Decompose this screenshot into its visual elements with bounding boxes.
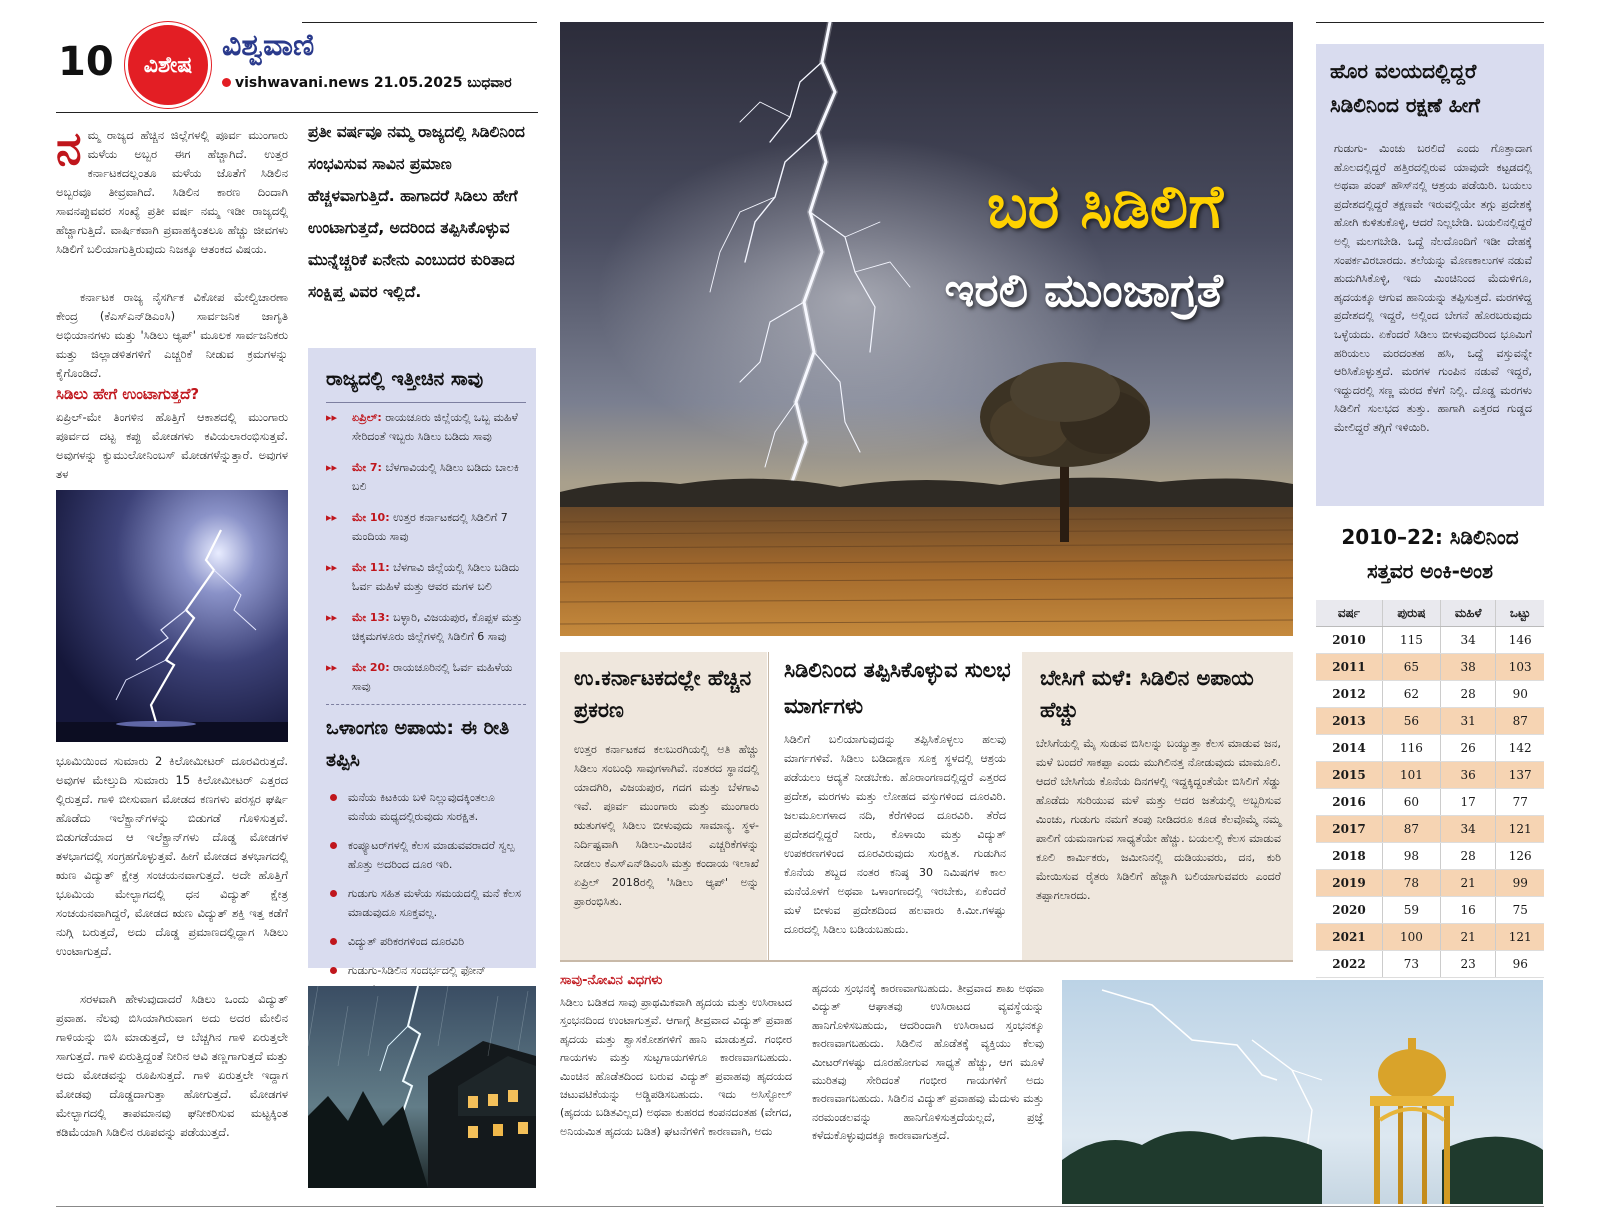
death-date: ಏಪ್ರಿಲ್: — [352, 411, 382, 424]
death-description: ಉತ್ತರ ಕರ್ನಾಟಕದಲ್ಲಿ ಸಿಡಿಲಿಗೆ 7 ಮಂದಿಯ ಸಾವು — [352, 511, 508, 543]
formation-paragraph: ಏಪ್ರಿಲ್-ಮೇ ತಿಂಗಳಿನ ಹೊತ್ತಿಗೆ ಆಕಾಶದಲ್ಲಿ ಮುಂಗಾರು ಪೂರ್ವದ ದಟ್ಟ ಕಪ್ಪು ಮೋಡಗಳು ಕವಿಯಲಾರಂಭಿಸುತ್ತವೆ. ಅವುಗಳನ್ನು ಕ್ಯುಮುಲೋನಿಂಬಸ್ ಮೋಡಗಳೆನ್ನುತ್ತಾರೆ. ಅವುಗಳ ತಳ — [56, 410, 288, 481]
panel-text: ಬೇಸಿಗೆಯಲ್ಲಿ ಮೈ ಸುಡುವ ಬಿಸಿಲನ್ನು ಬಯ್ಯುತ್ತಾ ಕೆಲಸ ಮಾಡುವ ಜನ, ಮಳೆ ಬಂದರೆ ಸಾಕಪ್ಪಾ ಎಂದು ಮುಗಿಲಿನತ್ತ ನೋಡುವುದು ಮಾಮೂಲಿ. ಆದರೆ ಬೇಸಿಗೆಯ ಕೊನೆಯ ದಿನಗಳಲ್ಲಿ ಇದ್ದಕ್ಕಿದ್ದಂತೆಯೇ ಬಿಸಿಲಿಗೆ ಸೆಡ್ಡು ಹೊಡೆದು ಸುರಿಯುವ ಮಳೆ ಮತ್ತು ಅದರ ಜತೆಯಲ್ಲಿ ಅಬ್ಬರಿಸುವ ಮಿಂಚು, ಗುಡುಗು ನಮಗೆ ತಂಪು ನೀಡಿದರೂ ಕೂಡ ಕೆಲವೊಮ್ಮೆ ನಮ್ಮ ಪಾಲಿಗೆ ಯಮನಾಗುವ ಸಾಧ್ಯತೆಯೇ ಹೆಚ್ಚು. ಬಯಲಲ್ಲಿ ಕೆಲಸ ಮಾಡುವ ಕೂಲಿ ಕಾರ್ಮಿಕರು, ಜಮೀನಿನಲ್ಲಿ ದುಡಿಯುವರು, ದನ, ಕುರಿ ಮೇಯಿಸುವ ರೈತರು ಸಿಡಿಲಿಗೆ ಹೆಚ್ಚಾಗಿ ಬಲಿಯಾಗುವವರು ಎಂದರೆ ತಪ್ಪಾಗಲಾರದು. — [1036, 737, 1281, 902]
value-cell: 31 — [1440, 708, 1495, 735]
value-cell: 98 — [1382, 843, 1440, 870]
value-cell: 59 — [1382, 897, 1440, 924]
headline-line1: ಬರ ಸಿಡಿಲಿಗೆ — [987, 172, 1223, 242]
double-arrow-icon: ▸▸ — [326, 561, 338, 574]
indoor-tip-item — [326, 788, 526, 826]
how-lightning-subhead: ಸಿಡಿಲು ಹೇಗೆ ಉಂಟಾಗುತ್ತದೆ? — [56, 385, 200, 403]
value-cell: 17 — [1440, 789, 1495, 816]
double-arrow-icon: ▸▸ — [326, 511, 338, 524]
value-cell: 65 — [1382, 654, 1440, 681]
recent-death-item — [326, 408, 526, 446]
outdoor-safety-box — [1316, 44, 1544, 506]
year-cell: 2021 — [1316, 924, 1382, 951]
death-description: ಬೆಳಗಾವಿ ಜಿಲ್ಲೆಯಲ್ಲಿ ಸಿಡಿಲು ಬಡಿದು ಓರ್ವ ಮಹಿಳೆ ಮತ್ತು ಆವರ ಮಗಳ ಬಲಿ — [352, 561, 520, 593]
indoor-tips-list — [326, 788, 526, 1009]
hero-image — [560, 22, 1293, 636]
double-arrow-icon: ▸▸ — [326, 411, 338, 424]
palace-lightning-photo — [1062, 980, 1543, 1204]
value-cell: 26 — [1440, 735, 1495, 762]
indoor-tip-text: ವಿದ್ಯುತ್ ಪರಿಕರಗಳಿಂದ ದೂರವಿರಿ — [348, 935, 465, 948]
stats-table-wrap — [1316, 600, 1544, 978]
recent-death-item — [326, 458, 526, 496]
bullet-icon — [330, 842, 337, 849]
house-storm-photo — [308, 986, 536, 1188]
year-cell: 2019 — [1316, 870, 1382, 897]
value-cell: 100 — [1382, 924, 1440, 951]
recent-death-item — [326, 658, 526, 696]
value-cell: 137 — [1496, 762, 1544, 789]
double-arrow-icon: ▸▸ — [326, 461, 338, 474]
north-karnataka-panel — [560, 652, 767, 960]
value-cell: 90 — [1496, 681, 1544, 708]
brand-logo: ವಿಶ್ವವಾಣಿ — [222, 28, 315, 63]
death-description: ರಾಯಚೂರು ಜಿಲ್ಲೆಯಲ್ಲಿ ಒಬ್ಬ ಮಹಿಳೆ ಸೇರಿದಂತೆ ಇಬ್ಬರು ಸಿಡಿಲು ಬಡಿದು ಸಾವು — [352, 411, 518, 443]
value-cell: 146 — [1496, 627, 1544, 654]
death-description: ರಾಯಚೂರಿನಲ್ಲಿ ಓರ್ವ ಮಹಿಳೆಯ ಸಾವು — [352, 661, 513, 693]
recent-death-item — [326, 558, 526, 596]
panel-text: ಉತ್ತರ ಕರ್ನಾಟಕದ ಕಲಬುರಗಿಯಲ್ಲಿ ಅತಿ ಹೆಚ್ಚು ಸಿಡಿಲು ಸಂಬಂಧಿ ಸಾವುಗಳಾಗಿವೆ. ನಂತರದ ಸ್ಥಾನದಲ್ಲಿ ಯಾದಗಿರಿ, ವಿಜಯಪುರ, ಗದಗ ಮತ್ತು ಬೆಳಗಾವಿ ಇವೆ. ಪೂರ್ವ ಮುಂಗಾರು ಮತ್ತು ಮುಂಗಾರು ಋತುಗಳಲ್ಲಿ ಸಿಡಿಲು ಬೀಳುವುದು ಸಾಮಾನ್ಯ. ಸ್ಥಳ-ನಿರ್ದಿಷ್ಟವಾಗಿ ಸಿಡಿಲು-ಮಿಂಚಿನ ಎಚ್ಚರಿಕೆಗಳನ್ನು ನೀಡಲು ಕೆಎಸ್‌ಎನ್‌ಡಿಎಂಸಿ ಮತ್ತು ಕಂದಾಯ ಇಲಾಖೆ ಏಪ್ರಿಲ್ 2018ರಲ್ಲಿ 'ಸಿಡಿಲು ಆ್ಯಪ್' ಅನ್ನು ಪ್ರಾರಂಭಿಸಿತು. — [574, 743, 759, 908]
indoor-tip-item — [326, 836, 526, 874]
year-cell: 2015 — [1316, 762, 1382, 789]
indoor-tip-item — [326, 884, 526, 922]
dateline-text: vishwavani.news 21.05.2025 ಬುಧವಾರ — [235, 75, 512, 91]
death-date: ಮೇ 13: — [352, 611, 390, 624]
headline-line2: ಇರಲಿ ಮುಂಜಾಗ್ರತೆ — [944, 263, 1223, 317]
panel-divider — [768, 652, 769, 960]
value-cell: 116 — [1382, 735, 1440, 762]
column-header: ಪುರುಷ — [1382, 600, 1440, 627]
table-row — [1316, 681, 1544, 708]
current-paragraph: ಸರಳವಾಗಿ ಹೇಳುವುದಾದರೆ ಸಿಡಿಲು ಒಂದು ವಿದ್ಯುತ್ ಪ್ರವಾಹ. ನೆಲವು ಬಿಸಿಯಾಗಿರುವಾಗ ಅದು ಅದರ ಮೇಲಿನ ಗಾಳಿಯನ್ನು ಬಿಸಿ ಮಾಡುತ್ತದೆ, ಆ ಬೆಚ್ಚಗಿನ ಗಾಳಿ ಏರುತ್ತಲೇ ಸಾಗುತ್ತದೆ. ಗಾಳಿ ಏರುತ್ತಿದ್ದಂತೆ ನೀರಿನ ಆವಿ ತಣ್ಣಗಾಗುತ್ತದೆ ಮತ್ತು ಅದು ಮೋಡವನ್ನು ರೂಪಿಸುತ್ತದೆ. ಗಾಳಿ ಏರುತ್ತಲೇ ಇದ್ದಾಗ ಮೋಡವು ದೊಡ್ಡದಾಗುತ್ತಾ ಹೋಗುತ್ತದೆ. ಮೋಡಗಳ ಮೇಲ್ಭಾಗದಲ್ಲಿ ತಾಪಮಾನವು ಘನೀಕರಿಸುವ ಮಟ್ಟಕ್ಕಿಂತ ಕಡಿಮೆಯಾಗಿ ಸಿಡಿಲಿನ ರೂಪವನ್ನು ಪಡೆಯುತ್ತದೆ. — [56, 992, 288, 1139]
page-number: 10 — [58, 39, 114, 85]
column-header: ಮಹಿಳೆ — [1440, 600, 1495, 627]
value-cell: 121 — [1496, 816, 1544, 843]
table-row — [1316, 843, 1544, 870]
year-cell: 2016 — [1316, 789, 1382, 816]
escape-ways-panel — [770, 652, 1020, 960]
table-row — [1316, 897, 1544, 924]
value-cell: 75 — [1496, 897, 1544, 924]
column-header: ಒಟ್ಟು — [1496, 600, 1544, 627]
value-cell: 78 — [1382, 870, 1440, 897]
value-cell: 23 — [1440, 951, 1495, 978]
year-cell: 2014 — [1316, 735, 1382, 762]
bullet-icon — [330, 938, 337, 945]
indoor-tip-text: ಮನೆಯ ಕಿಟಕಿಯ ಬಳಿ ನಿಲ್ಲುವುದಕ್ಕಿಂತಲೂ ಮನೆಯ ಮಧ್ಯದಲ್ಲಿರುವುದು ಸುರಕ್ಷಿತ. — [348, 791, 495, 823]
indoor-tip-text: ಕಂಪ್ಯೂಟರ್‌ಗಳಲ್ಲಿ ಕೆಲಸ ಮಾಡುವವರಾದರೆ ಸ್ವಲ್ಪ ಹೊತ್ತು ಅದರಿಂದ ದೂರ ಇರಿ. — [348, 839, 515, 871]
recent-deaths-box — [308, 348, 536, 977]
recent-death-item — [326, 508, 526, 546]
year-cell: 2010 — [1316, 627, 1382, 654]
table-row — [1316, 951, 1544, 978]
section-badge: ವಿಶೇಷ — [125, 22, 211, 108]
panels-bottom-rule — [560, 960, 1293, 962]
outdoor-safety-heading: ಹೊರ ವಲಯದಲ್ಲಿದ್ದರೆ ಸಿಡಿಲಿನಿಂದ ರಕ್ಷಣೆ ಹೀಗೆ — [1330, 59, 1480, 117]
recent-death-item — [326, 608, 526, 646]
death-date: ಮೇ 11: — [352, 561, 390, 574]
value-cell: 87 — [1496, 708, 1544, 735]
value-cell: 126 — [1496, 843, 1544, 870]
table-row — [1316, 870, 1544, 897]
table-body — [1316, 627, 1544, 978]
top-rule-right — [1316, 22, 1544, 23]
death-date: ಮೇ 10: — [352, 511, 390, 524]
double-arrow-icon: ▸▸ — [326, 661, 338, 674]
page-bottom-rule — [56, 1206, 1544, 1207]
value-cell: 62 — [1382, 681, 1440, 708]
panel-heading: ಬೇಸಿಗೆ ಮಳೆ: ಸಿಡಿಲಿನ ಅಪಾಯ ಹೆಚ್ಚು — [1040, 666, 1254, 722]
table-row — [1316, 816, 1544, 843]
dropcap: ನ — [56, 121, 82, 175]
value-cell: 73 — [1382, 951, 1440, 978]
year-cell: 2018 — [1316, 843, 1382, 870]
table-row — [1316, 708, 1544, 735]
standfirst: ಪ್ರತೀ ವರ್ಷವೂ ನಮ್ಮ ರಾಜ್ಯದಲ್ಲಿ ಸಿಡಿಲಿನಿಂದ ಸಂಭವಿಸುವ ಸಾವಿನ ಪ್ರಮಾಣ ಹೆಚ್ಚಳವಾಗುತ್ತಿದೆ. ಹಾಗಾದರೆ ಸಿಡಿಲು ಹೇಗೆ ಉಂಟಾಗುತ್ತದೆ, ಅದರಿಂದ ತಪ್ಪಿಸಿಕೊಳ್ಳುವ ಮುನ್ನೆಚ್ಚರಿಕೆ ಏನೇನು ಎಂಬುದರ ಕುರಿತಾದ ಸಂಕ್ಷಿಪ್ತ ವಿವರ ಇಲ್ಲಿದೆ. — [308, 123, 525, 301]
bullet-icon — [222, 78, 231, 87]
panel-text: ಸಿಡಿಲಿಗೆ ಬಲಿಯಾಗುವುದನ್ನು ತಪ್ಪಿಸಿಕೊಳ್ಳಲು ಹಲವು ಮಾರ್ಗಗಳಿವೆ. ಸಿಡಿಲು ಬಡಿದಾಕ್ಷಣ ಸೂಕ್ತ ಸ್ಥಳದಲ್ಲಿ ಆಶ್ರಯ ಪಡೆಯಲು ಆದ್ಯತೆ ನೀಡಬೇಕು. ಹೊರಾಂಗಣದಲ್ಲಿದ್ದರೆ ಎತ್ತರದ ಪ್ರದೇಶ, ಮರಗಳು ಮತ್ತು ಲೋಹದ ವಸ್ತುಗಳಿಂದ ದೂರವಿರಿ. ಜಲಮೂಲಗಳಾದ ನದಿ, ಕೆರೆಗಳಿಂದ ದೂರವಿರಿ. ತೆರೆದ ಪ್ರದೇಶದಲ್ಲಿದ್ದರೆ ನೀರು, ಕೊಳಾಯಿ ಮತ್ತು ವಿದ್ಯುತ್ ಉಪಕರಣಗಳಿಂದ ದೂರವಿರುವುದು ಸುರಕ್ಷಿತ. ಗುಡುಗಿನ ಕೊನೆಯ ಶಬ್ದದ ನಂತರ ಕನಿಷ್ಠ 30 ನಿಮಿಷಗಳ ಕಾಲ ಮನೆಯೊಳಗೆ ಅಥವಾ ಒಳಾಂಗಣದಲ್ಲಿ ಇರಬೇಕು, ಏಕೆಂದರೆ ಮಳೆ ಬೀಳುವ ಪ್ರದೇಶದಿಂದ ಹಲವಾರು ಕಿ.ಮೀ.ಗಳಷ್ಟು ದೂರದಲ್ಲಿ ಸಿಡಿಲು ಬಡಿಯಬಹುದು. — [784, 733, 1006, 936]
recent-deaths-heading: ರಾಜ್ಯದಲ್ಲಿ ಇತ್ತೀಚಿನ ಸಾವು — [326, 368, 484, 390]
value-cell: 96 — [1496, 951, 1544, 978]
panel-heading: ಸಿಡಿಲಿನಿಂದ ತಪ್ಪಿಸಿಕೊಳ್ಳುವ ಸುಲಭ ಮಾರ್ಗಗಳು — [784, 658, 1011, 718]
year-cell: 2017 — [1316, 816, 1382, 843]
value-cell: 87 — [1382, 816, 1440, 843]
bullet-icon — [330, 967, 337, 974]
box-divider — [326, 704, 526, 705]
recent-deaths-list — [326, 408, 526, 708]
injuries-col-a: ಸಿಡಿಲು ಬಡಿತದ ಸಾವು ಪ್ರಾಥಮಿಕವಾಗಿ ಹೃದಯ ಮತ್ತು ಉಸಿರಾಟದ ಸ್ತಂಭನದಿಂದ ಉಂಟಾಗುತ್ತವೆ. ಆಗಾಗ್ಗೆ ತೀವ್ರವಾದ ವಿದ್ಯುತ್ ಪ್ರವಾಹ ಹೃದಯ ಮತ್ತು ಶ್ವಾಸಕೋಶಗಳಿಗೆ ಹಾನಿ ಮಾಡುತ್ತದೆ. ಗಂಭೀರ ಗಾಯಗಳು ಮತ್ತು ಸುಟ್ಟಗಾಯಗಳಿಗೂ ಕಾರಣವಾಗಬಹುದು. ಮಿಂಚಿನ ಹೊಡೆತದಿಂದ ಬರುವ ವಿದ್ಯುತ್ ಪ್ರವಾಹವು ಹೃದಯದ ಚಟುವಟಿಕೆಯನ್ನು ಅಡ್ಡಿಪಡಿಸಬಹುದು. ಇದು ಅಸಿಸ್ಟೋಲ್ (ಹೃದಯ ಬಡಿತವಿಲ್ಲದ) ಅಥವಾ ಕುಹರದ ಕಂಪನದಂತಹ (ವೇಗದ, ಅನಿಯಮಿತ ಹೃದಯ ಬಡಿತ) ಘಟನೆಗಳಿಗೆ ಕಾರಣವಾಗಿ, ಅದು — [560, 996, 792, 1138]
table-row — [1316, 789, 1544, 816]
value-cell: 38 — [1440, 654, 1495, 681]
value-cell: 21 — [1440, 924, 1495, 951]
value-cell: 28 — [1440, 681, 1495, 708]
table-row — [1316, 924, 1544, 951]
ksndmc-paragraph: ಕರ್ನಾಟಕ ರಾಜ್ಯ ನೈಸರ್ಗಿಕ ವಿಕೋಪ ಮೇಲ್ವಿಚಾರಣಾ ಕೇಂದ್ರ (ಕೆಎಸ್‌ಎನ್‌ಡಿಎಂಸಿ) ಸಾರ್ವಜನಿಕ ಜಾಗೃತಿ ಅಭಿಯಾನಗಳು ಮತ್ತು 'ಸಿಡಿಲು ಆ್ಯಪ್' ಮೂಲಕ ಸಾರ್ವಜನಿಕರು ಮತ್ತು ಜಿಲ್ಲಾಡಳಿತಗಳಿಗೆ ಎಚ್ಚರಿಕೆ ನೀಡುವ ಕ್ರಮಗಳನ್ನು ಕೈಗೊಂಡಿದೆ. — [56, 290, 288, 380]
value-cell: 103 — [1496, 654, 1544, 681]
column-header: ವರ್ಷ — [1316, 600, 1382, 627]
indoor-tip-text: ಗುಡುಗು-ಸಿಡಿಲಿನ ಸಂದರ್ಭದಲ್ಲಿ ಫೋನ್ — [348, 964, 486, 977]
year-cell: 2020 — [1316, 897, 1382, 924]
value-cell: 101 — [1382, 762, 1440, 789]
death-date: ಮೇ 20: — [352, 661, 390, 674]
bullet-icon — [330, 794, 337, 801]
death-description: ಬೆಳಗಾವಿಯಲ್ಲಿ ಸಿಡಿಲು ಬಡಿದು ಬಾಲಕಿ ಬಲಿ — [352, 461, 519, 493]
value-cell: 115 — [1382, 627, 1440, 654]
stats-heading: 2010–22: ಸಿಡಿಲಿನಿಂದ ಸತ್ತವರ ಅಂಕಿ-ಅಂಶ — [1341, 525, 1519, 583]
table-header-row — [1316, 600, 1544, 627]
dateline — [222, 74, 512, 92]
value-cell: 36 — [1440, 762, 1495, 789]
value-cell: 34 — [1440, 816, 1495, 843]
year-cell: 2012 — [1316, 681, 1382, 708]
summer-rain-panel — [1022, 652, 1293, 960]
year-cell: 2022 — [1316, 951, 1382, 978]
death-description: ಬಳ್ಳಾರಿ, ವಿಜಯಪುರ, ಕೊಪ್ಪಳ ಮತ್ತು ಚಿಕ್ಕಮಗಳೂರು ಜಿಲ್ಲೆಗಳಲ್ಲಿ ಸಿಡಿಲಿಗೆ 6 ಸಾವು — [352, 611, 523, 643]
indoor-tip-item — [326, 932, 526, 951]
charge-paragraph: ಭೂಮಿಯಿಂದ ಸುಮಾರು 2 ಕಿಲೋಮೀಟರ್ ದೂರವಿರುತ್ತದೆ. ಅವುಗಳ ಮೇಲ್ತುದಿ ಸುಮಾರು 15 ಕಿಲೋಮೀಟರ್ ಎತ್ತರದ ಲ್ಲಿರುತ್ತದೆ. ಗಾಳಿ ಬೀಸುವಾಗ ಮೋಡದ ಕಣಗಳು ಪರಸ್ಪರ ಘರ್ಷಿ ಹೊಡೆದು ಇಲೆಕ್ಟ್ರಾನ್‌ಗಳನ್ನು ಬಿಡುಗಡೆ ಗೊಳಿಸುತ್ತವೆ. ಬಿಡುಗಡೆಯಾದ ಆ ಇಲೆಕ್ಟ್ರಾನ್‌ಗಳು ದೊಡ್ಡ ಮೋಡಗಳ ತಳಭಾಗದಲ್ಲಿ ಸಂಗ್ರಹಗೊಳ್ಳುತ್ತವೆ. ಹೀಗೆ ಮೋಡದ ತಳಭಾಗದಲ್ಲಿ ಋಣ ವಿದ್ಯುತ್ ಕ್ಷೇತ್ರ ಸಂಚಯನವಾಗುತ್ತದೆ. ಅದೇ ಹೊತ್ತಿಗೆ ಭೂಮಿಯ ಮೇಲ್ಭಾಗದಲ್ಲಿ ಧನ ವಿದ್ಯುತ್ ಕ್ಷೇತ್ರ ಸಂಚಯನವಾಗಿದ್ದರೆ, ಮೋಡದ ಋಣ ವಿದ್ಯುತ್ ಶಕ್ತಿ ಇತ್ತ ಕಡೆಗೆ ನುಗ್ಗಿ ಬರುತ್ತದೆ, ಅದು ದೊಡ್ಡ ಪ್ರಮಾಣದಲ್ಲಿದ್ದಾಗ ಸಿಡಿಲು ಉಂಟಾಗುತ್ತದೆ. — [56, 754, 288, 958]
indoor-tip-text: ಗುಡುಗು ಸಹಿತ ಮಳೆಯ ಸಮಯದಲ್ಲಿ ಮನೆ ಕೆಲಸ ಮಾಡುವುದೂ ಸೂಕ್ತವಲ್ಲ. — [348, 887, 521, 919]
value-cell: 142 — [1496, 735, 1544, 762]
table-row — [1316, 762, 1544, 789]
value-cell: 121 — [1496, 924, 1544, 951]
indoor-danger-heading: ಒಳಾಂಗಣ ಅಪಾಯ: ಈ ರೀತಿ ತಪ್ಪಿಸಿ — [326, 717, 510, 771]
intro-paragraph: ನಮ್ಮ ರಾಜ್ಯದ ಹೆಚ್ಚಿನ ಜಿಲ್ಲೆಗಳಲ್ಲಿ ಪೂರ್ವ ಮುಂಗಾರು ಮಳೆಯ ಅಬ್ಬರ ಈಗ ಹೆಚ್ಚಾಗಿದೆ. ಉತ್ತರ ಕರ್ನಾಟಕದಲ್ಲಂತೂ ಮಳೆಯ ಜೊತೆಗೆ ಸಿಡಿಲಿನ ಅಬ್ಬರವೂ ತೀವ್ರವಾಗಿದೆ. ಸಿಡಿಲಿನ ಕಾರಣ ದಿಂದಾಗಿ ಸಾವನಪ್ಪುವವರ ಸಂಖ್ಯೆ ಪ್ರತೀ ವರ್ಷ ನಮ್ಮ ಇಡೀ ರಾಜ್ಯದಲ್ಲಿ ಹೆಚ್ಚಾಗುತ್ತಿದೆ. ವಾರ್ಷಿಕವಾಗಿ ಪ್ರವಾಹಕ್ಕಿಂತಲೂ ಹೆಚ್ಚು ಜೀವಗಳು ಸಿಡಿಲಿಗೆ ಬಲಿಯಾಗುತ್ತಿರುವುದು ನಿಜಕ್ಕೂ ಆತಂಕದ ವಿಷಯ. — [56, 121, 288, 256]
top-rule — [302, 22, 537, 23]
value-cell: 77 — [1496, 789, 1544, 816]
value-cell: 21 — [1440, 870, 1495, 897]
value-cell: 28 — [1440, 843, 1495, 870]
table-row — [1316, 654, 1544, 681]
value-cell: 34 — [1440, 627, 1495, 654]
outdoor-safety-text: ಗುಡುಗು- ಮಿಂಚು ಬರಲಿದೆ ಎಂದು ಗೊತ್ತಾದಾಗ ಹೊಲದಲ್ಲಿದ್ದರೆ ಹತ್ತಿರದಲ್ಲಿರುವ ಯಾವುದೇ ಕಟ್ಟಡದಲ್ಲಿ ಅಥವಾ ಪಂಪ್ ಹೌಸ್‌ನಲ್ಲಿ ಆಶ್ರಯ ಪಡೆಯಿರಿ. ಬಯಲು ಪ್ರದೇಶದಲ್ಲಿದ್ದರೆ ತಕ್ಷಣವೇ ಇರುವಲ್ಲಿಯೇ ತಗ್ಗು ಪ್ರದೇಶಕ್ಕೆ ಹೋಗಿ ಕುಳಿತುಕೊಳ್ಳಿ, ಆದರೆ ನಿಲ್ಲಬೇಡಿ. ಬಯಲಿನಲ್ಲಿದ್ದರೆ ಅಲ್ಲಿ ಮಲಗಬೇಡಿ. ಒದ್ದೆ ನೆಲದೊಂದಿಗೆ ಇಡೀ ದೇಹಕ್ಕೆ ಸಂಪರ್ಕವಿರಬಾರದು. ತಲೆಯನ್ನು ಮೊಣಕಾಲುಗಳ ನಡುವೆ ಹುದುಗಿಸಿಕೊಳ್ಳಿ, ಇದು ಮಿಂಚಿನಿಂದ ಮೆದುಳಿಗೂ, ಹೃದಯಕ್ಕೂ ಆಗುವ ಹಾನಿಯನ್ನು ತಪ್ಪಿಸುತ್ತದೆ. ಮರಗಳಿದ್ದ ಪ್ರದೇಶದಲ್ಲಿ ಇದ್ದರೆ, ಅಲ್ಲಿಂದ ಬೇಗನೆ ಹೊರಬರುವುದು ಒಳ್ಳೆಯದು. ಏಕೆಂದರೆ ಸಿಡಿಲು ಬೀಳುವುದರಿಂದ ಭೂಮಿಗೆ ಹರಿಯಲು ಮರದಂತಹ ಹಸಿ, ಒದ್ದೆ ವಸ್ತುವನ್ನೇ ಆರಿಸಿಕೊಳ್ಳುತ್ತದೆ. ಮರಗಳ ಗುಂಪಿನ ನಡುವೆ ಇದ್ದರೆ, ಇದ್ದುದರಲ್ಲಿ ಸಣ್ಣ ಮರದ ಕೆಳಗೆ ನಿಲ್ಲಿ. ದೊಡ್ಡ ಮರಗಳು ಸಿಡಿಲಿಗೆ ಸುಲಭದ ತುತ್ತು. ಹಾಗಾಗಿ ಎತ್ತರದ ಗುಡ್ಡದ ಮೇಲಿದ್ದರೆ ತಗ್ಗಿಗೆ ಇಳಿಯಿರಿ. — [1334, 142, 1532, 434]
panel-heading: ಉ.ಕರ್ನಾಟಕದಲ್ಲೇ ಹೆಚ್ಚಿನ ಪ್ರಕರಣ — [574, 666, 752, 722]
bullet-icon — [330, 890, 337, 897]
value-cell: 60 — [1382, 789, 1440, 816]
value-cell: 99 — [1496, 870, 1544, 897]
value-cell: 16 — [1440, 897, 1495, 924]
double-arrow-icon: ▸▸ — [326, 611, 338, 624]
lightning-photo-small — [56, 490, 288, 742]
year-cell: 2013 — [1316, 708, 1382, 735]
table-row — [1316, 627, 1544, 654]
table-row — [1316, 735, 1544, 762]
masthead-rule — [56, 112, 538, 113]
year-cell: 2011 — [1316, 654, 1382, 681]
box-rule — [326, 402, 526, 403]
injuries-heading: ಸಾವು-ನೋವಿನ ವಿಧಗಳು — [560, 973, 663, 988]
value-cell: 56 — [1382, 708, 1440, 735]
deaths-statistics-table — [1316, 600, 1544, 978]
injuries-col-b: ಹೃದಯ ಸ್ತಂಭನಕ್ಕೆ ಕಾರಣವಾಗಬಹುದು. ತೀವ್ರವಾದ ಶಾಖ ಅಥವಾ ವಿದ್ಯುತ್ ಆಘಾತವು ಉಸಿರಾಟದ ವ್ಯವಸ್ಥೆಯನ್ನು ಹಾನಿಗೊಳಿಸಬಹುದು, ಆದರಿಂದಾಗಿ ಉಸಿರಾಟದ ಸ್ತಂಭನಕ್ಕೂ ಕಾರಣವಾಗಬಹುದು. ಸಿಡಿಲಿನ ಹೊಡೆತಕ್ಕೆ ವ್ಯಕ್ತಿಯು ಕೆಲವು ಮೀಟರ್‌ಗಳಷ್ಟು ದೂರಹೋಗುವ ಸಾಧ್ಯತೆ ಹೆಚ್ಚು, ಆಗ ಮೂಳೆ ಮುರಿತವು ಸೇರಿದಂತೆ ಗಂಭೀರ ಗಾಯಗಳಿಗೆ ಅದು ಕಾರಣವಾಗಬಹುದು. ಸಿಡಿಲಿನ ವಿದ್ಯುತ್ ಪ್ರವಾಹವು ಮೆದುಳು ಮತ್ತು ನರಮಂಡಲವನ್ನು ಹಾನಿಗೊಳಿಸುತ್ತದೆಯಲ್ಲದೆ, ಪ್ರಜ್ಞೆ ಕಳೆದುಕೊಳ್ಳುವುದಕ್ಕೂ ಕಾರಣವಾಗುತ್ತದೆ. — [812, 982, 1044, 1143]
death-date: ಮೇ 7: — [352, 461, 382, 474]
